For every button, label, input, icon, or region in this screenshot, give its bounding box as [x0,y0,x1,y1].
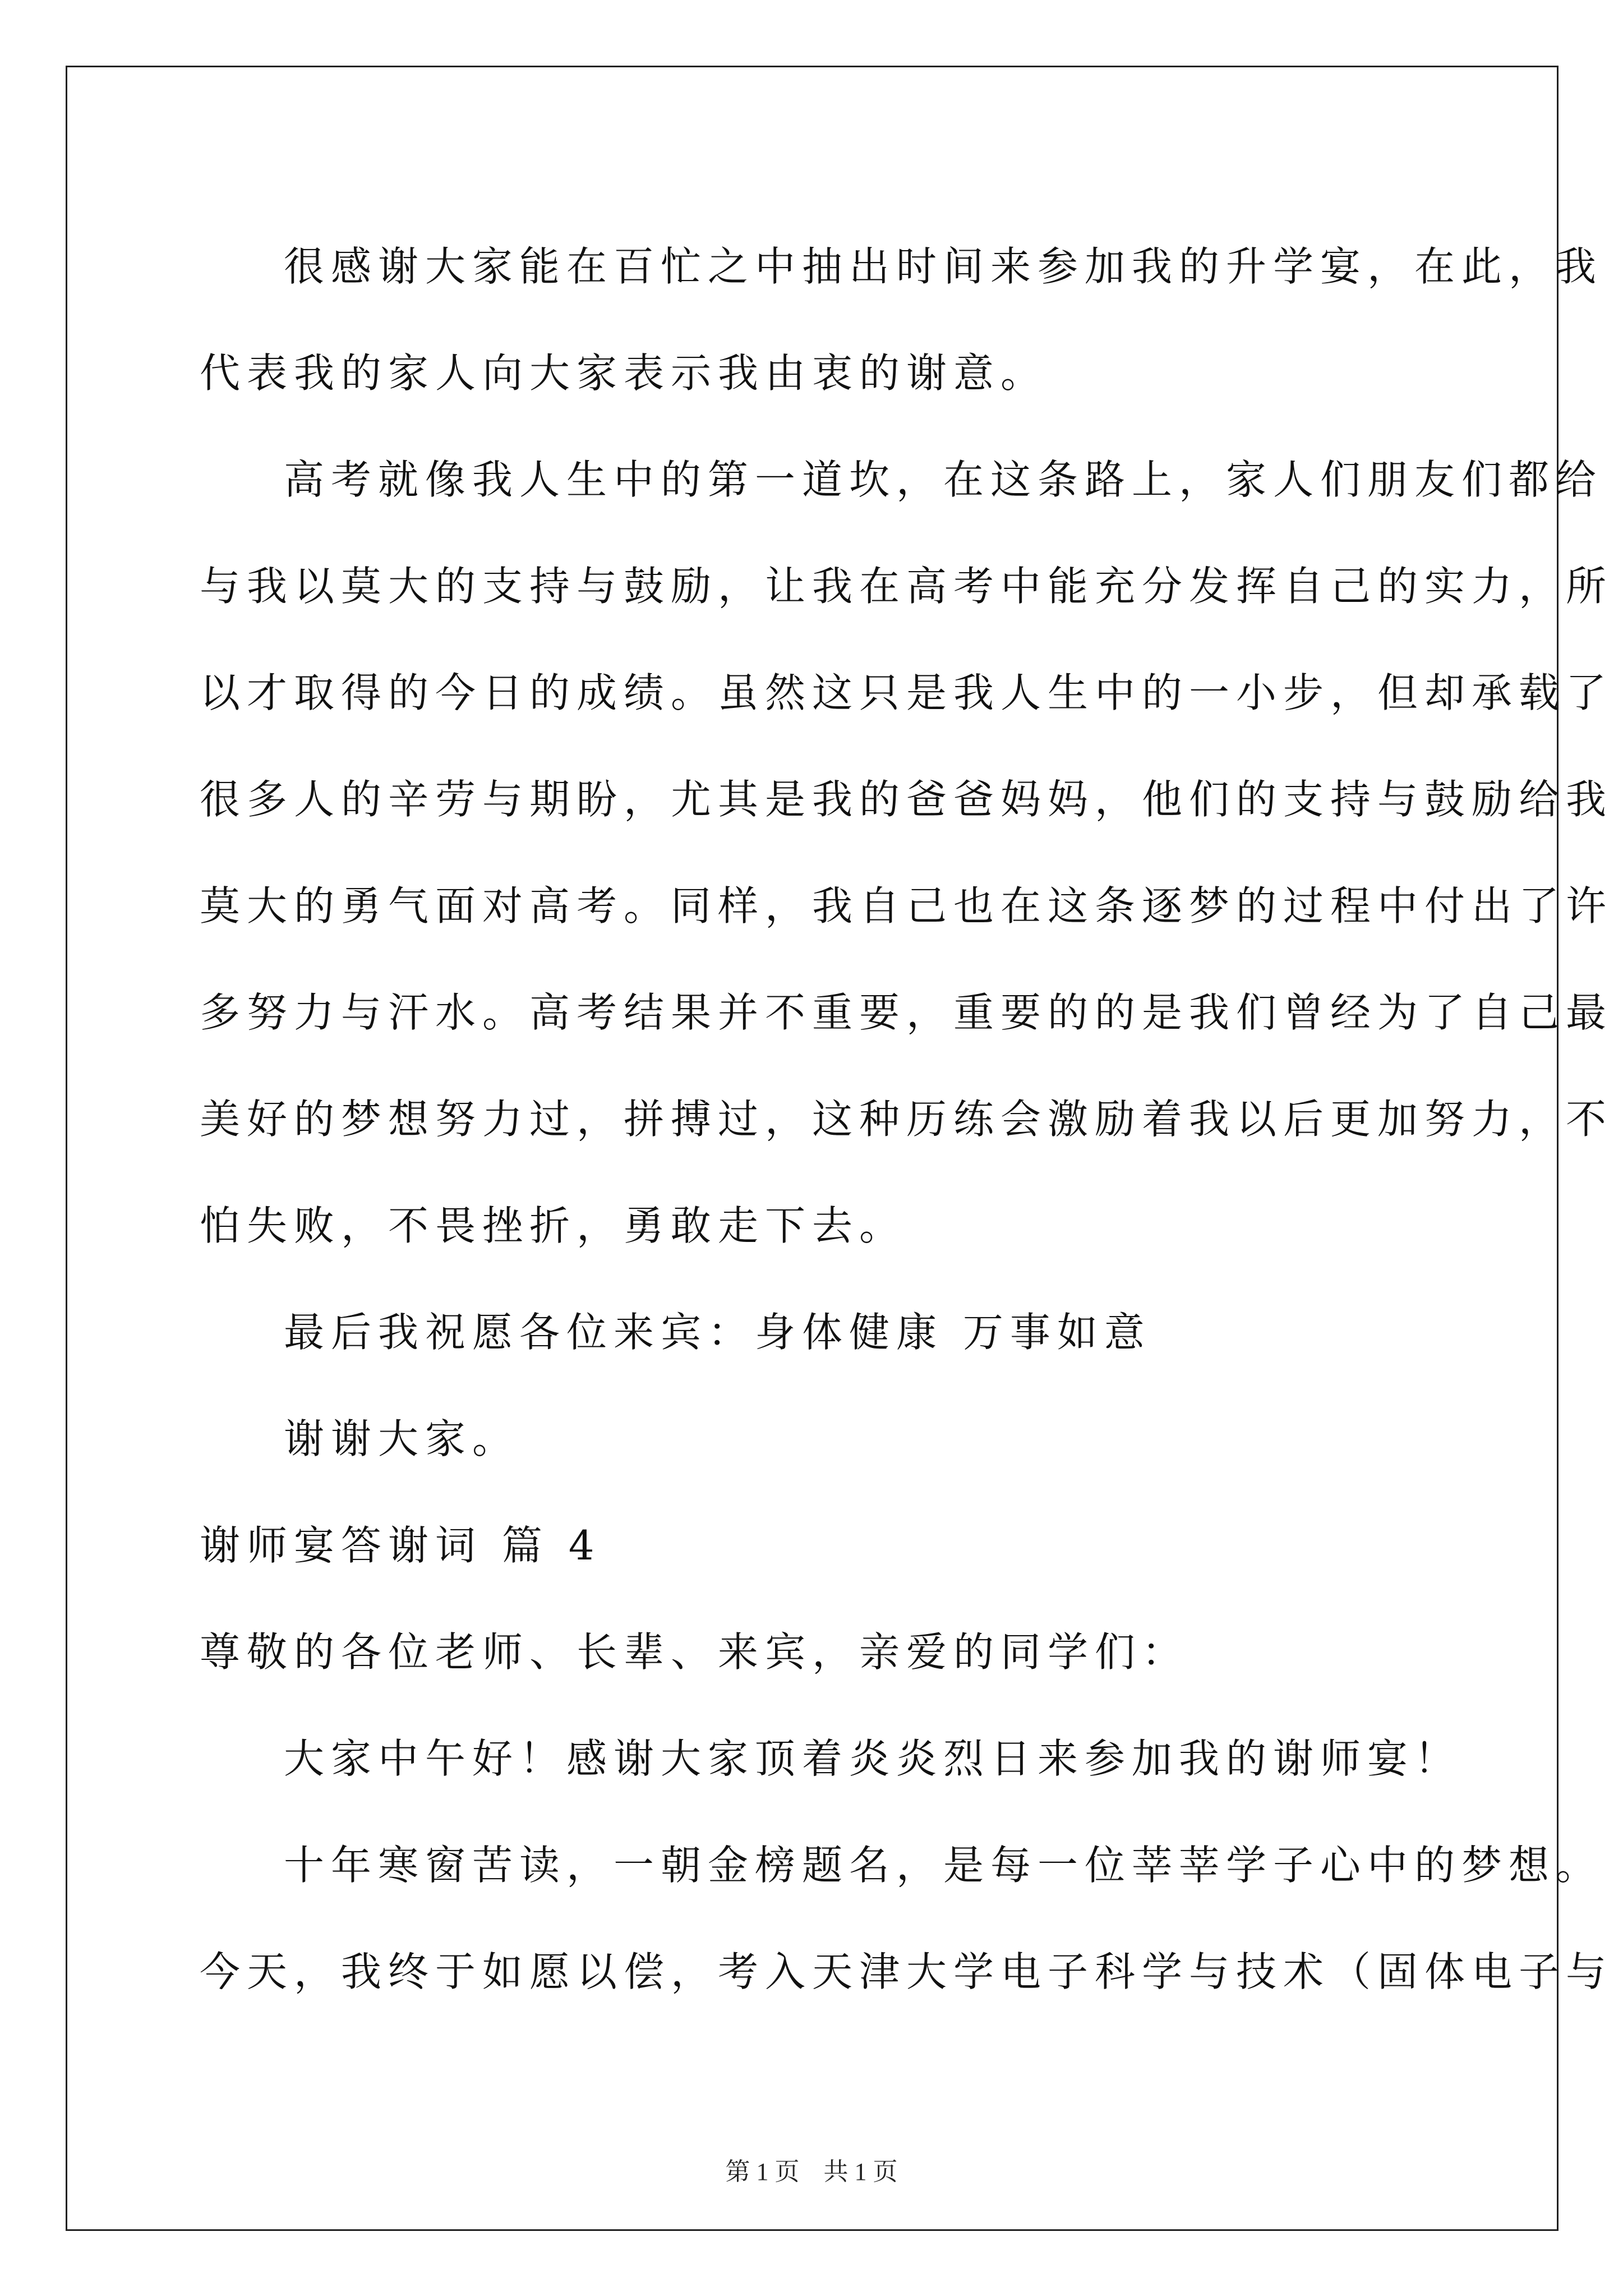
text-line: 美好的梦想努力过，拼搏过，这种历练会激励着我以后更加努力，不 [200,1096,1613,1143]
salutation [200,1599,1428,1705]
page-total: 共 1 页 [823,2158,898,2185]
text-line: 怕失败，不畏挫折，勇敢走下去。 [200,1202,907,1249]
text-line: 谢谢大家。 [284,1415,520,1462]
paragraph-thanks [200,213,1603,426]
document-body [200,213,1613,2025]
text-line: 十年寒窗苦读，一朝金榜题名，是每一位莘莘学子心中的梦想。 [284,1842,1603,1889]
paragraph-closing [200,1386,1428,1492]
page-number: 第 1 页 [725,2158,800,2185]
text-line: 多努力与汗水。高考结果并不重要，重要的的是我们曾经为了自己最 [200,989,1613,1036]
text-line: 以才取得的今日的成绩。虽然这只是我人生中的一小步，但却承载了 [200,669,1613,716]
text-line: 与我以莫大的支持与鼓励，让我在高考中能充分发挥自己的实力，所 [200,563,1613,610]
text-line: 莫大的勇气面对高考。同样，我自己也在这条逐梦的过程中付出了许 [200,882,1613,930]
heading-text: 谢师宴答谢词 篇 4 [200,1522,601,1569]
text-line: 很多人的辛劳与期盼，尤其是我的爸爸妈妈，他们的支持与鼓励给我 [200,776,1613,823]
paragraph-ten-years [200,1812,1613,2025]
page-footer [0,2151,1623,2187]
salutation-text: 尊敬的各位老师、长辈、来宾，亲爱的同学们： [200,1628,1189,1676]
text-line: 最后我祝愿各位来宾：身体健康 万事如意 [284,1309,1151,1356]
text-line: 代表我的家人向大家表示我由衷的谢意。 [200,349,1048,397]
text-line: 今天，我终于如愿以偿，考入天津大学电子科学与技术（固体电子与 [200,1948,1613,1995]
paragraph-wishes [200,1279,1428,1386]
text-line: 大家中午好！感谢大家顶着炎炎烈日来参加我的谢师宴！ [284,1735,1462,1782]
paragraph-gaokao [200,426,1613,1279]
paragraph-greeting [200,1705,1462,1812]
text-line: 高考就像我人生中的第一道坎，在这条路上，家人们朋友们都给 [284,456,1603,503]
text-line: 很感谢大家能在百忙之中抽出时间来参加我的升学宴，在此，我 [284,243,1603,290]
section-heading [200,1492,1428,1599]
